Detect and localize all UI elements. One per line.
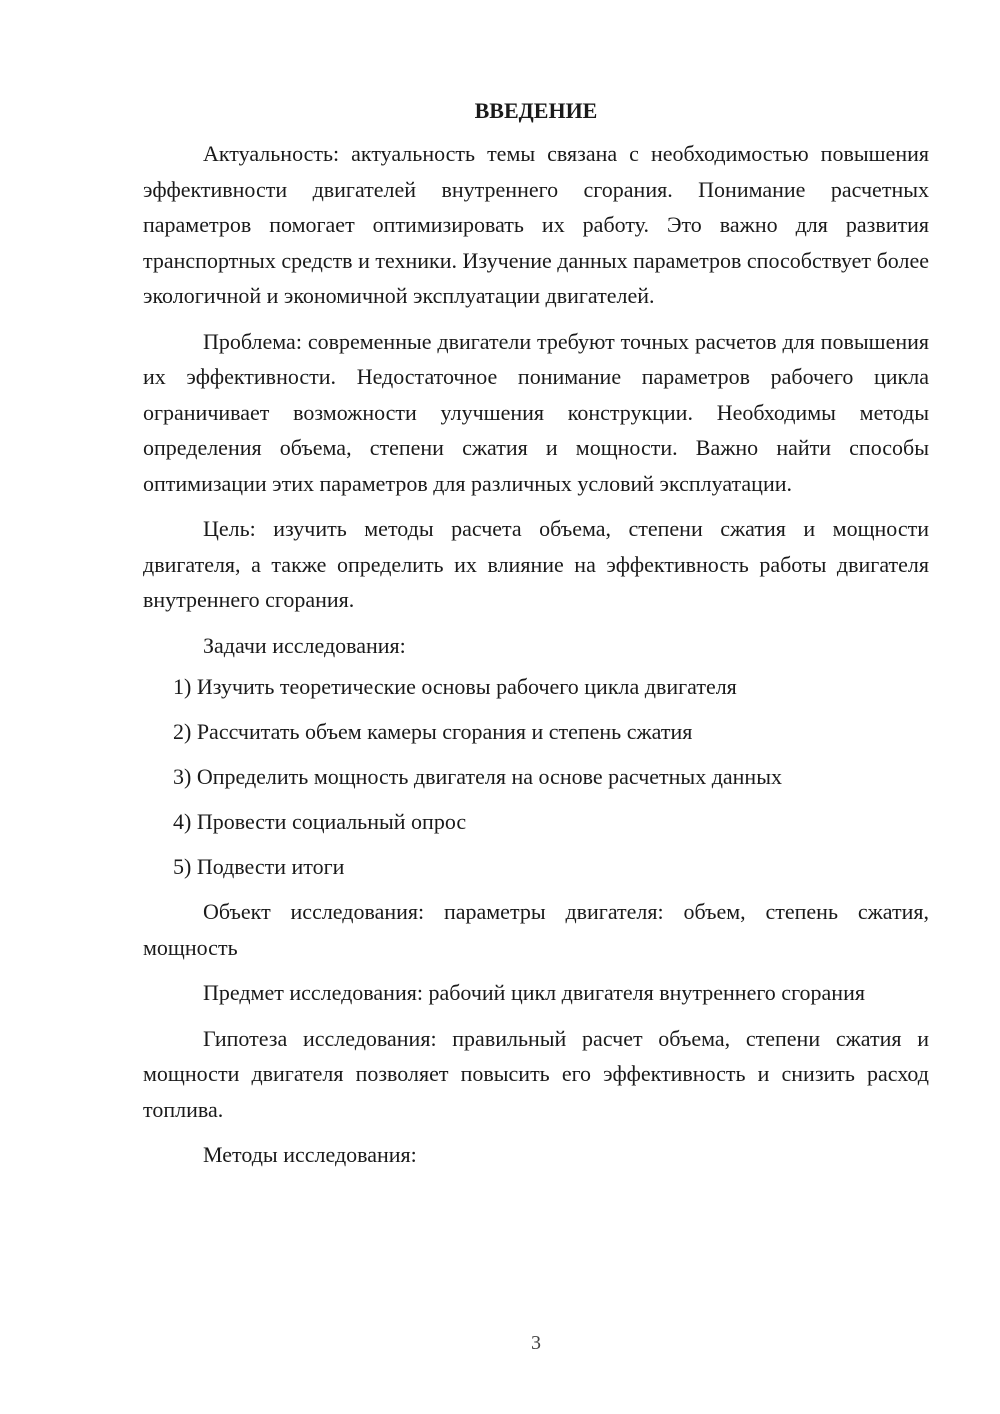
page-number: 3 xyxy=(531,1332,541,1354)
list-item-task-1: 1) Изучить теоретические основы рабочего цикла двигателя xyxy=(173,674,737,699)
tasks-list xyxy=(143,669,929,885)
paragraph-hypothesis: Гипотеза исследования: правильный расчет объема, степени сжатия и мощности двигателя позволяет повысить его эффективность и снизить расход топлива. xyxy=(143,1025,929,1122)
paragraph-methods-label: Методы исследования: xyxy=(203,1142,417,1167)
paragraph-goal: Цель: изучить методы расчета объема, степени сжатия и мощности двигателя, а также определить их влияние на эффективность работы двигателя внутреннего сгорания. xyxy=(143,516,929,612)
page-content xyxy=(143,96,929,1183)
paragraph-problem: Проблема: современные двигатели требуют точных расчетов для повышения их эффективности. Недостаточное понимание параметров рабочего цикла ограничивает возможности улучшения конструкции. Необходимы методы определения объема, степени сжатия и мощности. Важно найти способы оптимизации этих параметров для различных условий эксплуатации. xyxy=(143,328,929,496)
page-heading: ВВЕДЕНИЕ xyxy=(474,98,598,123)
list-item-task-4: 4) Провести социальный опрос xyxy=(173,809,467,834)
list-item-task-2: 2) Рассчитать объем камеры сгорания и степень сжатия xyxy=(173,719,693,744)
paragraph-subject: Предмет исследования: рабочий цикл двигателя внутреннего сгорания xyxy=(203,980,865,1005)
paragraph-relevance: Актуальность: актуальность темы связана с необходимостью повышения эффективности двигателей внутреннего сгорания. Понимание расчетных параметров помогает оптимизировать их работу. Это важно для развития транспортных средств и техники. Изучение данных параметров способствует более экологичной и экономичной эксплуатации двигателей. xyxy=(143,141,929,308)
list-item-task-5: 5) Подвести итоги xyxy=(173,854,345,879)
list-item-task-3: 3) Определить мощность двигателя на основе расчетных данных xyxy=(173,764,782,789)
paragraph-tasks-label: Задачи исследования: xyxy=(203,632,406,658)
paragraph-object: Объект исследования: параметры двигателя: объем, степень сжатия, мощность xyxy=(143,899,929,960)
